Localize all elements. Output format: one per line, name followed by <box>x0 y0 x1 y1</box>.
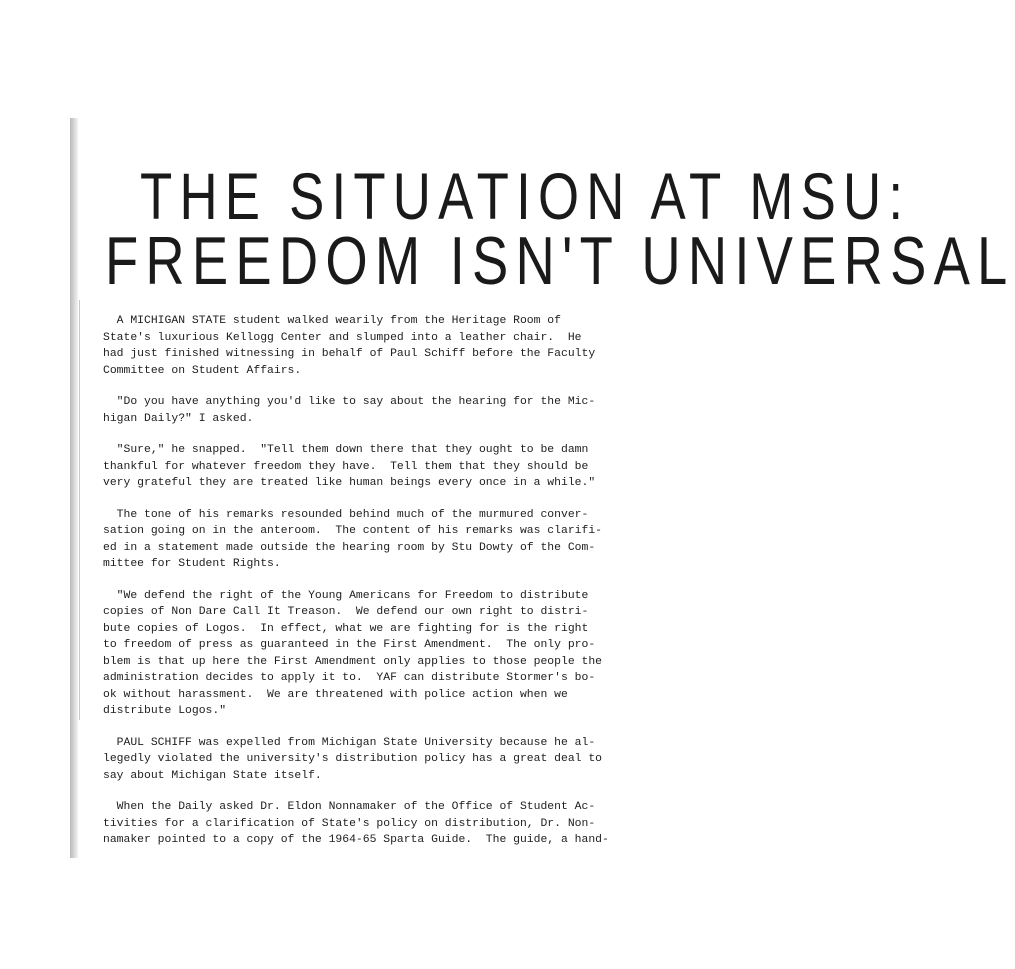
article-paragraph <box>103 799 663 849</box>
article-line: ok without harassment. We are threatened with police action when we <box>103 688 568 701</box>
article-paragraph <box>103 313 663 379</box>
page-edge-shadow <box>70 118 78 858</box>
article-line: PAUL SCHIFF was expelled from Michigan State University because he al- <box>103 736 596 749</box>
article-line: "Do you have anything you'd like to say about the hearing for the Mic- <box>103 396 596 408</box>
article-line: copies of Non Dare Call It Treason. We defend our own right to distri- <box>103 606 589 618</box>
article-line: A MICHIGAN STATE student walked wearily from the Heritage Room of <box>103 315 561 327</box>
headline-line-1: THE SITUATION AT MSU: <box>140 159 911 233</box>
headline-line-2: FREEDOM ISN'T UNIVERSAL <box>105 223 1015 299</box>
article-line: mittee for Student Rights. <box>103 558 281 570</box>
article-body <box>103 313 663 864</box>
article-line: distribute Logos." <box>103 705 227 717</box>
article-line: say about Michigan State itself. <box>103 769 322 782</box>
article-line: State's luxurious Kellogg Center and slumped into a leather chair. He <box>103 331 582 344</box>
article-paragraph <box>103 507 663 573</box>
article-paragraph <box>103 735 663 785</box>
article-paragraph <box>103 588 663 720</box>
article-line: thankful for whatever freedom they have. Tell them that they should be <box>103 460 589 473</box>
page-edge-line <box>79 300 80 720</box>
article-line: to freedom of press as guaranteed in the First Amendment. The only pro- <box>103 639 596 651</box>
article-line: legedly violated the university's distribution policy has a great deal to <box>103 753 602 765</box>
article-line: ed in a statement made outside the hearing room by Stu Dowty of the Com- <box>103 541 596 554</box>
article-line: higan Daily?" I asked. <box>103 412 254 425</box>
article-line: Committee on Student Affairs. <box>103 364 302 377</box>
article-line: "We defend the right of the Young Americans for Freedom to distribute <box>103 589 589 602</box>
article-line: tivities for a clarification of State's policy on distribution, Dr. Non- <box>103 817 596 830</box>
article-line: blem is that up here the First Amendment only applies to those people the <box>103 655 602 668</box>
article-line: namaker pointed to a copy of the 1964-65 Sparta Guide. The guide, a hand- <box>103 834 609 846</box>
article-paragraph <box>103 442 663 492</box>
article-line: "Sure," he snapped. "Tell them down there that they ought to be damn <box>103 444 589 456</box>
article-line: bute copies of Logos. In effect, what we are fighting for is the right <box>103 622 589 635</box>
article-line: administration decides to apply it to. YAF can distribute Stormer's bo- <box>103 672 596 684</box>
article-line: When the Daily asked Dr. Eldon Nonnamaker of the Office of Student Ac- <box>103 801 596 813</box>
article-paragraph <box>103 394 663 427</box>
article-line: The tone of his remarks resounded behind much of the murmured conver- <box>103 508 589 521</box>
article-line: very grateful they are treated like human beings every once in a while." <box>103 477 596 489</box>
article-line: sation going on in the anteroom. The content of his remarks was clarifi- <box>103 525 602 537</box>
article-line: had just finished witnessing in behalf of Paul Schiff before the Faculty <box>103 348 596 360</box>
